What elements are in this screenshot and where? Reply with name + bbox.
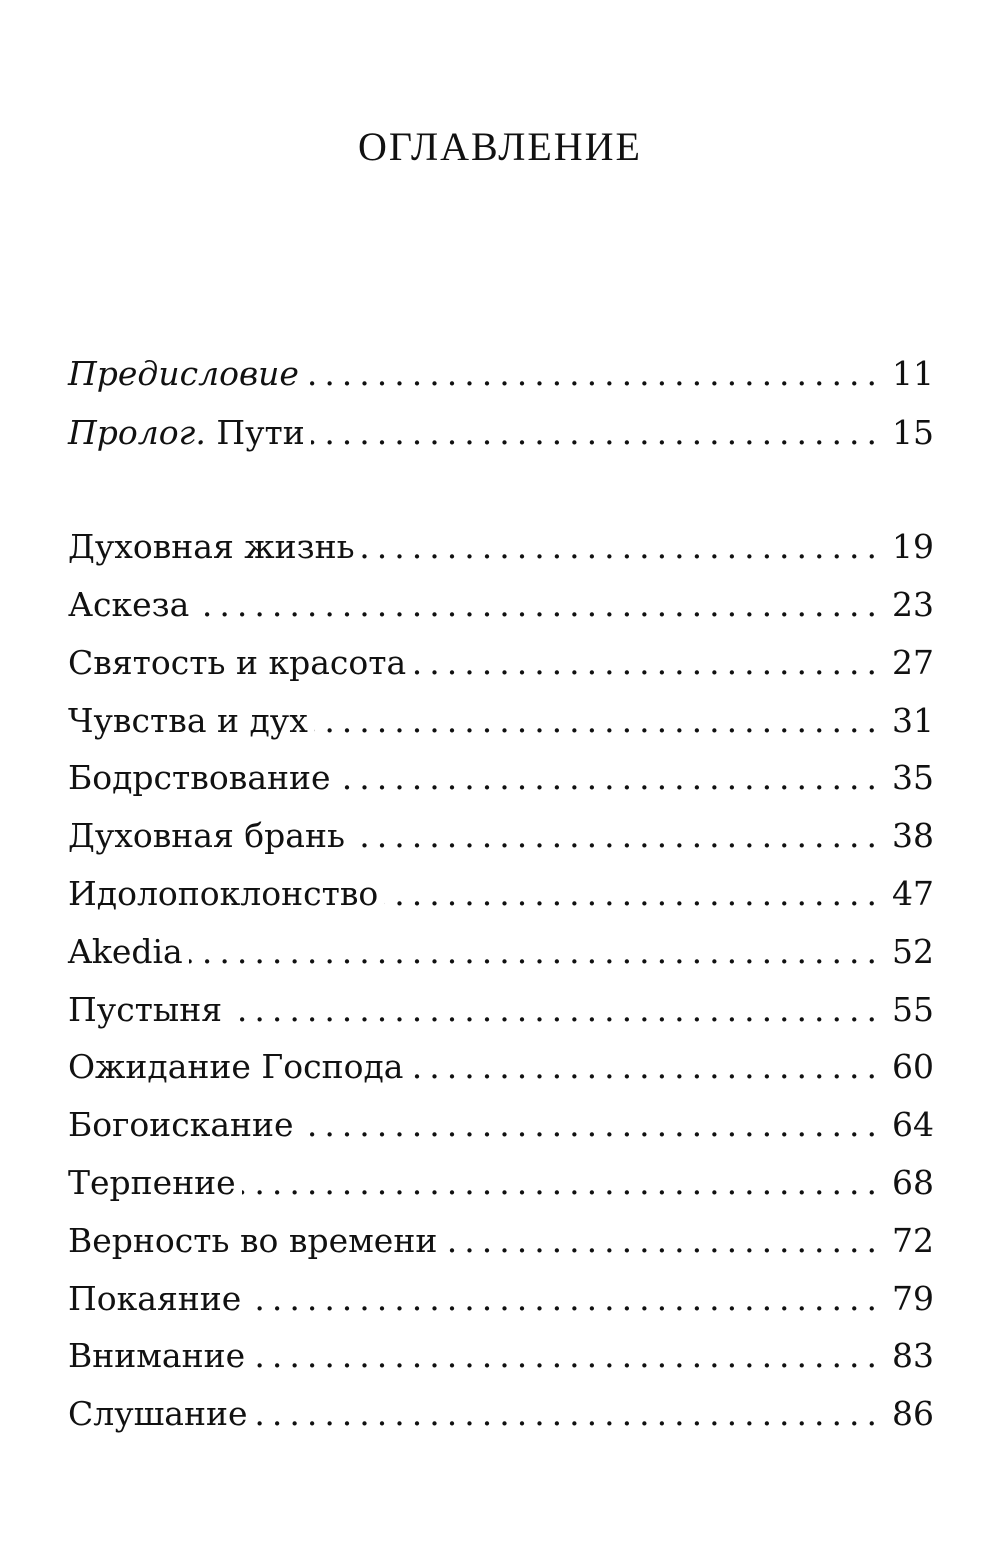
toc-page-number: 47 — [892, 874, 934, 913]
leader-dots — [361, 525, 884, 569]
toc-page-number: 19 — [892, 527, 934, 566]
toc-entry-label: Внимание — [68, 1336, 246, 1375]
toc-entry-label: Слушание — [68, 1394, 248, 1433]
toc-entry-label: Идолопоклонство — [68, 874, 379, 913]
leader-dots — [305, 352, 884, 396]
toc-page-number: 60 — [892, 1047, 934, 1086]
toc-page-number: 38 — [892, 816, 934, 855]
leader-dots — [300, 1103, 884, 1147]
toc-entry-label: Аскеза — [68, 585, 190, 624]
leader-dots — [189, 930, 884, 974]
leader-dots — [247, 1277, 884, 1321]
toc-entry — [68, 872, 934, 916]
toc-page-number: 27 — [892, 643, 934, 682]
leader-dots — [228, 988, 884, 1032]
toc-entry-label: Пустыня — [68, 990, 223, 1029]
toc-entry — [68, 1277, 934, 1321]
toc-entry — [68, 1045, 934, 1089]
leader-dots — [351, 814, 884, 858]
leader-dots — [251, 1334, 884, 1378]
page-title: ОГЛАВЛЕНИЕ — [358, 124, 642, 169]
toc-page-number: 52 — [892, 932, 934, 971]
toc-page-number: 35 — [892, 758, 934, 797]
toc-entry — [68, 699, 934, 743]
toc-entry-label: Духовная жизнь — [68, 527, 355, 566]
toc-entry — [68, 1392, 934, 1436]
toc-entry — [68, 930, 934, 974]
toc-entry-label: Святость и красота — [68, 643, 407, 682]
toc-entry-label: Предисловие — [68, 354, 299, 393]
toc-entry — [68, 641, 934, 685]
toc-entry-label: Богоискание — [68, 1105, 294, 1144]
toc-entry — [68, 583, 934, 627]
toc-entry-label: Чувства и дух — [68, 701, 308, 740]
toc-page-number: 11 — [892, 354, 934, 393]
leader-dots — [195, 583, 884, 627]
toc-entry-label: Терпение — [68, 1163, 236, 1202]
toc-page-number: 68 — [892, 1163, 934, 1202]
toc-entry — [68, 1219, 934, 1263]
toc-entry-label: Духовная брань — [68, 816, 345, 855]
leader-dots — [412, 641, 884, 685]
toc-entry — [68, 814, 934, 858]
leader-dots — [254, 1392, 884, 1436]
toc-page-number: 86 — [892, 1394, 934, 1433]
leader-dots — [337, 756, 884, 800]
leader-dots — [311, 411, 884, 455]
toc-entry — [68, 756, 934, 800]
toc-entry-label: Верность во времени — [68, 1221, 438, 1260]
leader-dots — [314, 699, 884, 743]
toc-page-number: 23 — [892, 585, 934, 624]
toc-entry-label: Пролог. Пути — [68, 413, 305, 452]
toc-entry-prologue — [68, 411, 934, 455]
toc-entry-preface — [68, 352, 934, 396]
toc-entry — [68, 525, 934, 569]
toc-entry — [68, 1103, 934, 1147]
leader-dots — [409, 1045, 884, 1089]
toc-entry-label: Бодрствование — [68, 758, 331, 797]
toc-entry — [68, 988, 934, 1032]
toc-entry — [68, 1334, 934, 1378]
toc-page-number: 55 — [892, 990, 934, 1029]
toc-page-number: 83 — [892, 1336, 934, 1375]
leader-dots — [384, 872, 884, 916]
toc-entry — [68, 1161, 934, 1205]
toc-page-number: 15 — [892, 413, 934, 452]
toc-page-number: 72 — [892, 1221, 934, 1260]
toc-page-number: 64 — [892, 1105, 934, 1144]
leader-dots — [242, 1161, 884, 1205]
toc-entry-label: Покаяние — [68, 1279, 242, 1318]
toc-entry-label: Akedia — [68, 932, 183, 971]
toc-page-number: 79 — [892, 1279, 934, 1318]
toc-page-number: 31 — [892, 701, 934, 740]
toc-entry-label: Ожидание Господа — [68, 1047, 404, 1086]
leader-dots — [443, 1219, 884, 1263]
